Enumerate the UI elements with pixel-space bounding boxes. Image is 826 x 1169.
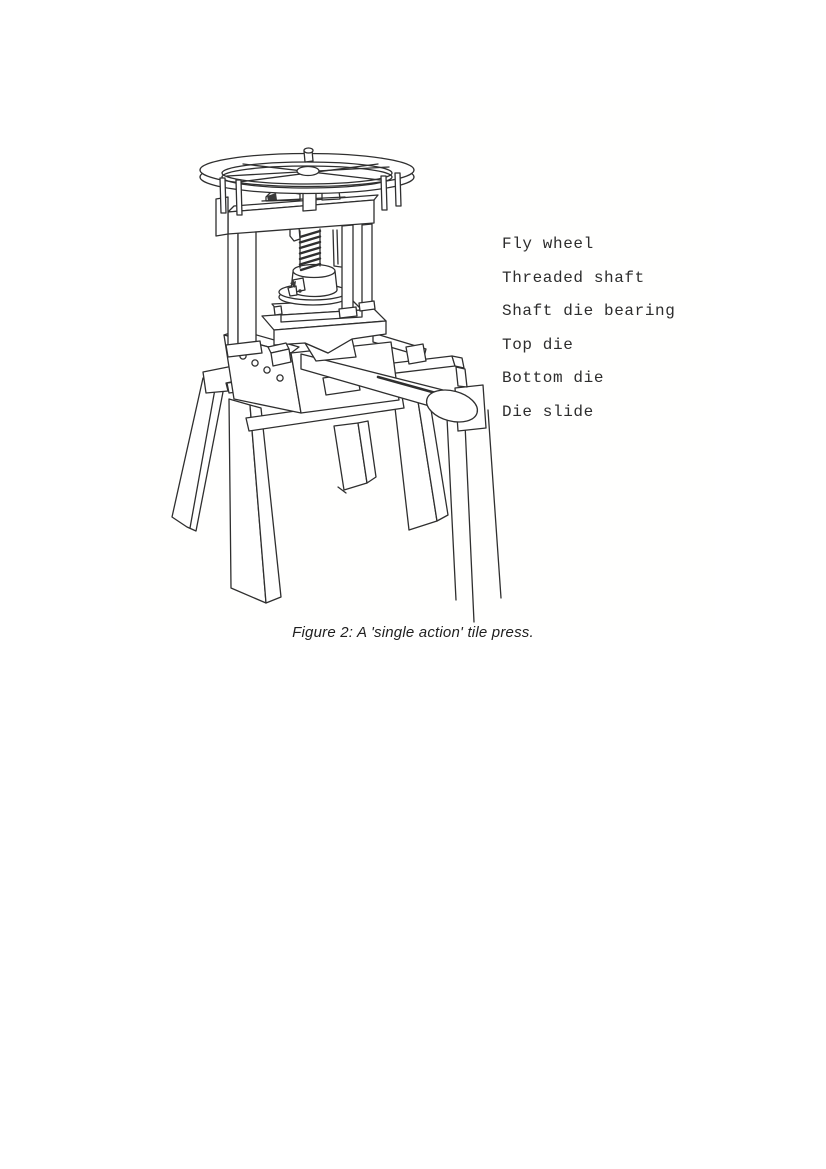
- label-top-die: Top die: [502, 335, 574, 354]
- label-die-slide: Die slide: [502, 402, 594, 421]
- label-fly-wheel: Fly wheel: [502, 235, 594, 253]
- figure-region: [115, 95, 715, 630]
- label-bottom-die: Bottom die: [502, 369, 605, 388]
- tile-press-illustration: [115, 95, 515, 630]
- label-threaded-shaft: Threaded shaft: [502, 268, 645, 287]
- shaft-die-bearing: [279, 265, 347, 306]
- label-shaft-die-bearing: Shaft die bearing: [502, 302, 676, 321]
- figure-label-list: [502, 228, 675, 430]
- threaded-shaft: [290, 227, 341, 270]
- figure-caption: Figure 2: A 'single action' tile press.: [292, 624, 534, 641]
